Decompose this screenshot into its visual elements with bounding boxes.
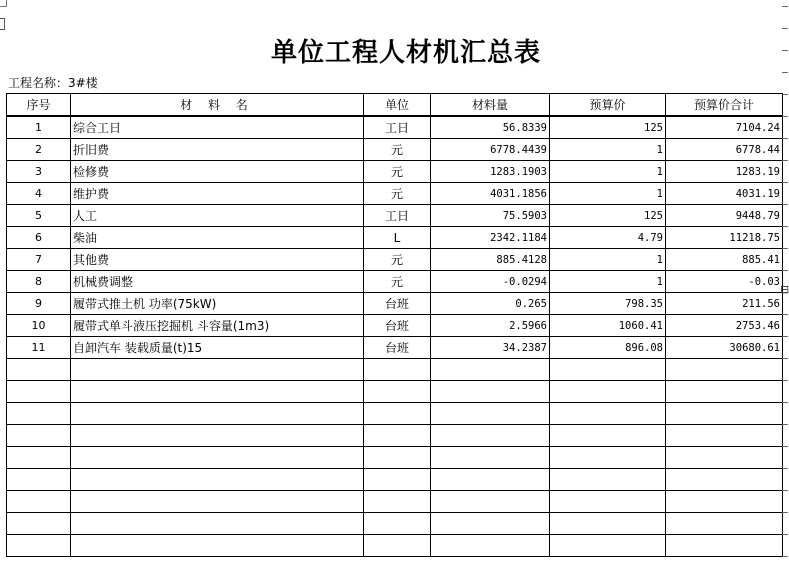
cell-unit: 元: [364, 139, 431, 161]
empty-cell: [666, 535, 783, 557]
header-unit: 单位: [364, 94, 431, 117]
empty-cell: [431, 425, 550, 447]
cell-total: 9448.79: [666, 205, 783, 227]
empty-cell: [71, 535, 364, 557]
cell-name: 自卸汽车 装载质量(t)15: [71, 337, 364, 359]
cell-qty: 0.265: [431, 293, 550, 315]
cell-total: 11218.75: [666, 227, 783, 249]
empty-cell: [364, 535, 431, 557]
empty-cell: [364, 491, 431, 513]
cell-name: 人工: [71, 205, 364, 227]
cell-unit: 工日: [364, 116, 431, 139]
cell-price: 896.08: [550, 337, 666, 359]
cell-name: 维护费: [71, 183, 364, 205]
empty-table-row: [7, 447, 783, 469]
empty-cell: [550, 381, 666, 403]
cell-qty: 4031.1856: [431, 183, 550, 205]
table-row: [7, 116, 783, 139]
empty-cell: [666, 491, 783, 513]
cell-unit: 台班: [364, 315, 431, 337]
empty-cell: [71, 447, 364, 469]
table-row: [7, 139, 783, 161]
cell-seq: 8: [7, 271, 71, 293]
cell-price: 1: [550, 139, 666, 161]
cell-qty: 2.5966: [431, 315, 550, 337]
header-name: 材 料 名: [71, 94, 364, 117]
empty-cell: [666, 359, 783, 381]
cell-name: 履带式推土机 功率(75kW): [71, 293, 364, 315]
cell-seq: 3: [7, 161, 71, 183]
empty-cell: [7, 513, 71, 535]
table-row: [7, 337, 783, 359]
cell-seq: 6: [7, 227, 71, 249]
scroll-edge-ticks: [782, 0, 788, 561]
empty-cell: [71, 491, 364, 513]
cell-qty: 34.2387: [431, 337, 550, 359]
empty-cell: [666, 381, 783, 403]
cell-name: 综合工日: [71, 116, 364, 139]
empty-cell: [7, 425, 71, 447]
empty-cell: [550, 535, 666, 557]
empty-cell: [550, 425, 666, 447]
empty-cell: [550, 359, 666, 381]
empty-cell: [666, 403, 783, 425]
cell-qty: 56.8339: [431, 116, 550, 139]
empty-cell: [550, 403, 666, 425]
cell-total: 2753.46: [666, 315, 783, 337]
cell-seq: 9: [7, 293, 71, 315]
empty-cell: [71, 513, 364, 535]
empty-cell: [550, 469, 666, 491]
table-row: [7, 161, 783, 183]
empty-table-row: [7, 425, 783, 447]
cell-unit: L: [364, 227, 431, 249]
empty-cell: [431, 535, 550, 557]
table-row: [7, 293, 783, 315]
page-corner-mark: [0, 0, 7, 7]
empty-cell: [431, 381, 550, 403]
cell-qty: 885.4128: [431, 249, 550, 271]
cell-unit: 元: [364, 183, 431, 205]
cell-qty: 1283.1903: [431, 161, 550, 183]
empty-cell: [7, 447, 71, 469]
cell-total: -0.03: [666, 271, 783, 293]
empty-cell: [7, 381, 71, 403]
empty-cell: [71, 359, 364, 381]
empty-cell: [431, 491, 550, 513]
header-price: 预算价: [550, 94, 666, 117]
cell-unit: 台班: [364, 337, 431, 359]
cell-seq: 11: [7, 337, 71, 359]
page-title: 单位工程人材机汇总表: [270, 38, 541, 68]
cell-price: 4.79: [550, 227, 666, 249]
cell-seq: 4: [7, 183, 71, 205]
empty-cell: [7, 469, 71, 491]
empty-cell: [71, 403, 364, 425]
cell-price: 1: [550, 161, 666, 183]
table-row: [7, 315, 783, 337]
summary-table: [6, 93, 783, 557]
empty-cell: [666, 469, 783, 491]
table-row: [7, 183, 783, 205]
empty-cell: [666, 447, 783, 469]
cell-price: 798.35: [550, 293, 666, 315]
cell-unit: 元: [364, 249, 431, 271]
empty-cell: [431, 469, 550, 491]
cell-unit: 元: [364, 161, 431, 183]
table-row: [7, 271, 783, 293]
empty-cell: [364, 513, 431, 535]
empty-table-row: [7, 491, 783, 513]
cell-name: 履带式单斗液压挖掘机 斗容量(1m3): [71, 315, 364, 337]
cell-name: 柴油: [71, 227, 364, 249]
empty-table-row: [7, 381, 783, 403]
empty-cell: [71, 425, 364, 447]
empty-cell: [71, 469, 364, 491]
empty-table-row: [7, 469, 783, 491]
cell-name: 其他费: [71, 249, 364, 271]
empty-table-row: [7, 513, 783, 535]
table-row: [7, 205, 783, 227]
cell-price: 125: [550, 116, 666, 139]
empty-cell: [550, 447, 666, 469]
cell-total: 1283.19: [666, 161, 783, 183]
cell-total: 6778.44: [666, 139, 783, 161]
cell-unit: 台班: [364, 293, 431, 315]
empty-cell: [431, 403, 550, 425]
empty-cell: [364, 447, 431, 469]
cell-price: 1: [550, 183, 666, 205]
empty-cell: [431, 447, 550, 469]
cell-qty: 6778.4439: [431, 139, 550, 161]
empty-cell: [7, 359, 71, 381]
empty-table-row: [7, 359, 783, 381]
cell-unit: 工日: [364, 205, 431, 227]
empty-cell: [364, 425, 431, 447]
cell-price: 1: [550, 249, 666, 271]
cell-qty: -0.0294: [431, 271, 550, 293]
cell-seq: 7: [7, 249, 71, 271]
table-row: [7, 249, 783, 271]
empty-cell: [364, 359, 431, 381]
cell-price: 125: [550, 205, 666, 227]
cell-name: 检修费: [71, 161, 364, 183]
header-total: 预算价合计: [666, 94, 783, 117]
empty-table-row: [7, 403, 783, 425]
cell-price: 1: [550, 271, 666, 293]
cell-seq: 5: [7, 205, 71, 227]
cell-price: 1060.41: [550, 315, 666, 337]
empty-cell: [364, 381, 431, 403]
cell-qty: 2342.1184: [431, 227, 550, 249]
cell-name: 机械费调整: [71, 271, 364, 293]
cell-seq: 1: [7, 116, 71, 139]
empty-cell: [7, 491, 71, 513]
project-name: 工程名称：3#楼: [8, 76, 98, 90]
empty-cell: [550, 491, 666, 513]
cell-total: 4031.19: [666, 183, 783, 205]
page-edge-mark: [0, 18, 5, 30]
table-header-row: [7, 94, 783, 117]
cell-total: 30680.61: [666, 337, 783, 359]
empty-cell: [364, 403, 431, 425]
empty-cell: [666, 425, 783, 447]
cell-seq: 10: [7, 315, 71, 337]
empty-cell: [431, 359, 550, 381]
cell-qty: 75.5903: [431, 205, 550, 227]
cell-total: 211.56: [666, 293, 783, 315]
header-qty: 材料量: [431, 94, 550, 117]
empty-cell: [7, 535, 71, 557]
header-seq: 序号: [7, 94, 71, 117]
cell-name: 折旧费: [71, 139, 364, 161]
more-columns-icon: ⊟: [780, 283, 789, 296]
cell-unit: 元: [364, 271, 431, 293]
cell-seq: 2: [7, 139, 71, 161]
empty-cell: [666, 513, 783, 535]
table-row: [7, 227, 783, 249]
empty-cell: [550, 513, 666, 535]
cell-total: 7104.24: [666, 116, 783, 139]
empty-cell: [71, 381, 364, 403]
empty-cell: [431, 513, 550, 535]
empty-table-row: [7, 535, 783, 557]
empty-cell: [364, 469, 431, 491]
cell-total: 885.41: [666, 249, 783, 271]
empty-cell: [7, 403, 71, 425]
